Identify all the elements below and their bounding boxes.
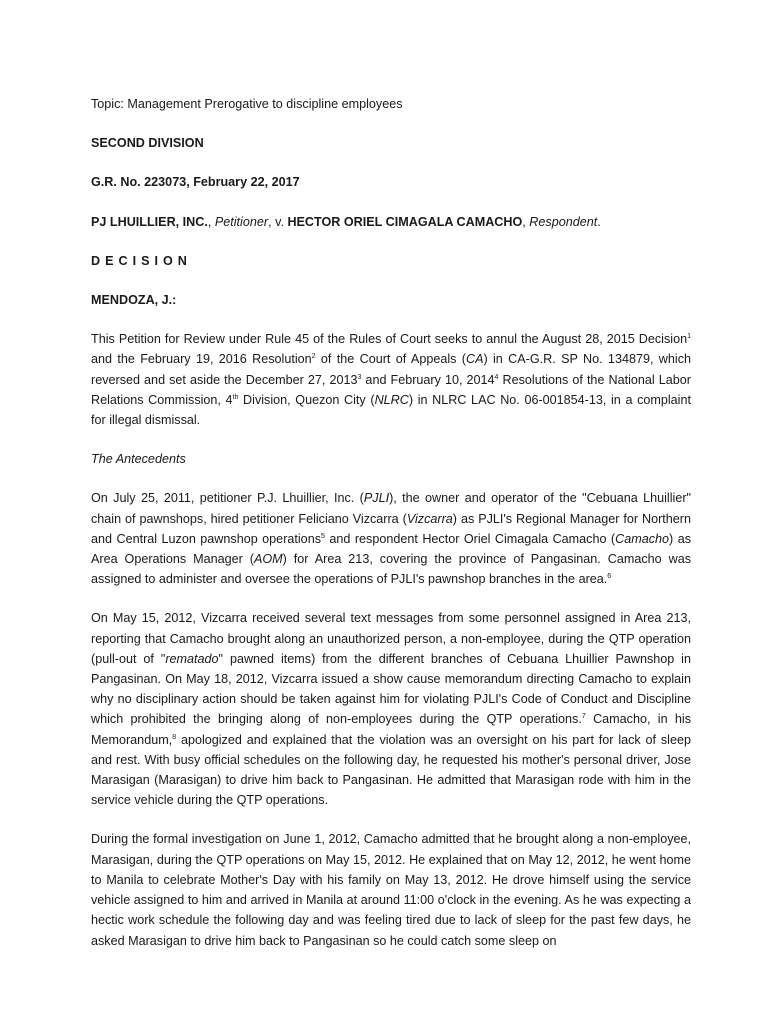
abbrev-ca: CA: [465, 352, 484, 367]
petitioner-role: Petitioner: [214, 214, 269, 229]
text-run: and the February 19, 2016 Resolution: [91, 352, 312, 367]
case-caption: [91, 212, 691, 232]
footnote-ref[interactable]: 6: [607, 573, 612, 581]
term-rematado: rematado: [165, 651, 219, 666]
abbrev-vizcarra: Vizcarra: [406, 511, 453, 526]
text-run: ) for Area 213, covering the province of Pangasinan. Camacho was assigned to administer and oversee the operations of PJLI's pawnshop branches in the area.: [91, 552, 692, 587]
text-run: On July 25, 2011, petitioner P.J. Lhuillier, Inc. (: [91, 491, 364, 506]
footnote-ref[interactable]: 2: [311, 353, 316, 361]
topic-line: Topic: Management Prerogative to discipline employees: [91, 97, 403, 111]
decision-heading: DECISION: [91, 253, 192, 268]
text-run: apologized and explained that the violation was an oversight on his part for lack of sleep and rest. With busy official schedules on the following day, he requested his mother's personal driver, Jose Marasigan (Marasigan) to drive him back to Pangasinan. He admitted that Marasigan rode with him in the service vehicle during the QTP operations.: [91, 732, 691, 808]
division-heading: SECOND DIVISION: [91, 136, 204, 151]
text-run: ) in CA-G.R. SP No. 134879, which reversed and set aside the December 27, 2013: [91, 352, 691, 387]
footnote-ref[interactable]: 8: [172, 733, 177, 741]
text-run: of the Court of Appeals (: [315, 352, 466, 367]
text-run: and February 10, 2014: [361, 372, 495, 387]
text-run: ) in NLRC LAC No. 06-001854-13, in a complaint for illegal dismissal.: [91, 392, 691, 428]
abbrev-camacho: Camacho: [615, 531, 670, 546]
text-run: " pawned items) from the different branches of Cebuana Lhuillier Pawnshop in Pangasinan. On May 18, 2012, Vizcarra issued a show cause memorandum directing Camacho to explain why no disciplinary action should be taken against him for violating PJLI's Code of Conduct and Discipline which prohibited the bringing along of non-employees during the QTP operations.: [91, 651, 691, 727]
paragraph-2: [91, 488, 691, 589]
document-body: [91, 94, 691, 970]
text-run: ) as Area Operations Manager (: [91, 531, 692, 567]
text-run: This Petition for Review under Rule 45 of the Rules of Court seeks to annul the August 28, 2015 Decision: [91, 332, 688, 347]
petitioner-name: PJ LHUILLIER, INC.: [91, 214, 208, 229]
footnote-ref[interactable]: 4: [494, 373, 499, 381]
respondent-role: Respondent: [529, 214, 598, 229]
footnote-ref[interactable]: 1: [687, 333, 691, 341]
section-heading-antecedents: The Antecedents: [91, 452, 186, 467]
paragraph-3: [91, 608, 691, 810]
footnote-ref[interactable]: 7: [581, 713, 586, 721]
caption-versus: , v.: [268, 214, 288, 229]
text-run: ), the owner and operator of the "Cebuana Lhuillier" chain of pawnshops, hired petitioner Feliciano Vizcarra (: [91, 491, 691, 526]
footnote-ref[interactable]: 3: [357, 373, 362, 381]
ponente: MENDOZA, J.:: [91, 293, 177, 308]
ordinal-suffix: th: [232, 393, 239, 401]
text-run: Division, Quezon City (: [238, 392, 375, 407]
case-number: G.R. No. 223073, February 22, 2017: [91, 175, 300, 190]
text-run: ) as PJLI's Regional Manager for Northern and Central Luzon pawnshop operations: [91, 511, 691, 546]
respondent-name: HECTOR ORIEL CIMAGALA CAMACHO: [287, 214, 523, 229]
caption-period: .: [597, 214, 601, 229]
caption-separator: ,: [207, 214, 215, 229]
paragraph-4: During the formal investigation on June 1, 2012, Camacho admitted that he brought along a non-employee, Marasigan, during the QTP operations on May 15, 2012. He explained that on May 12, 2012, he went home to Manila to celebrate Mother's Day with his family on May 13, 2012. He drove himself using the service vehicle assigned to him and arrived in Manila at around 11:00 o'clock in the evening. As he was expecting a hectic work schedule the following day and was feeling tired due to lack of sleep for the past few days, he asked Marasigan to drive him back to Pangasinan so he could catch some sleep on: [91, 832, 691, 948]
footnote-ref[interactable]: 5: [321, 532, 325, 540]
abbrev-pjli: PJLI: [363, 491, 390, 506]
caption-separator: ,: [522, 214, 530, 229]
text-run: On May 15, 2012, Vizcarra received several text messages from some personnel assigned in Area 213, reporting that Camacho brought along an unauthorized person, a non-employee, during the QTP operation (pull-out of ": [91, 611, 691, 666]
abbrev-aom: AOM: [253, 552, 283, 567]
text-run: Camacho, in his Memorandum,: [91, 712, 691, 747]
paragraph-1: [91, 329, 691, 430]
text-run: and respondent Hector Oriel Cimagala Camacho (: [324, 531, 616, 546]
text-run: Resolutions of the National Labor Relations Commission, 4: [91, 372, 691, 407]
abbrev-nlrc: NLRC: [374, 392, 409, 407]
